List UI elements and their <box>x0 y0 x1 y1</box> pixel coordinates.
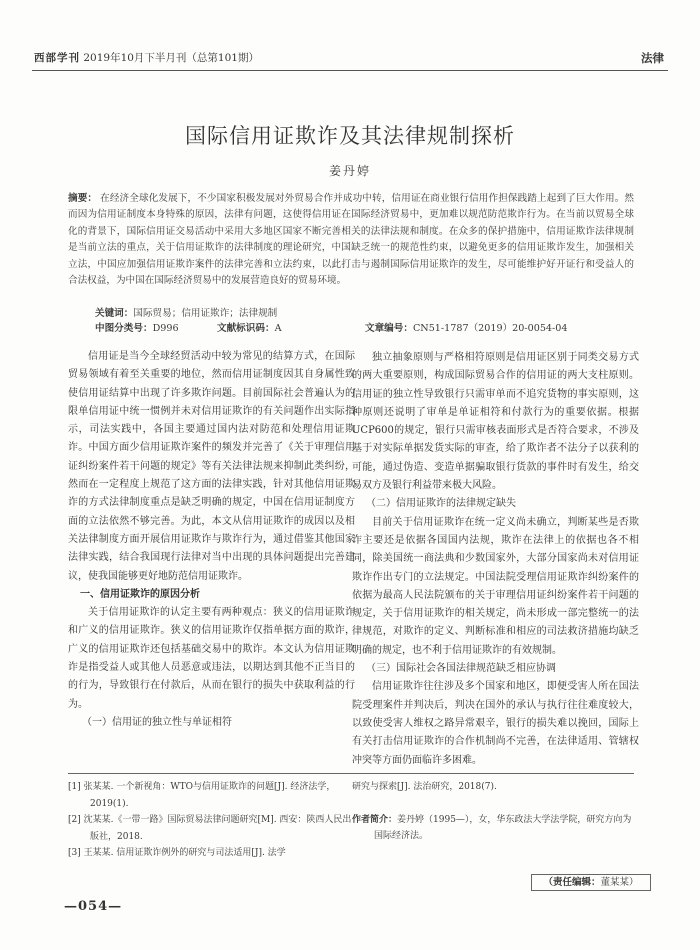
reference-item: [1] 张某某. 一个新视角：WTO与信用证欺诈的问题[J]. 经济法学，2019(1). <box>68 782 336 809</box>
article-author: 姜丹婷 <box>328 164 371 178</box>
references-right <box>352 779 637 845</box>
section-heading: 一、信用证欺诈的原因分析 <box>80 588 200 600</box>
journal-info <box>34 48 259 68</box>
article-meta <box>95 321 635 337</box>
responsible-editor: （责任编辑：董某某） <box>531 874 651 891</box>
paragraph: 目前关于信用证欺诈在统一定义尚未确立，判断某些是否欺诈主要还是依据各国国内法规，欺诈在法律上的依据也各不相同，除美国统一商法典和少数国家外，大部分国家尚未对信用证欺诈作出专门的立法规定。中国法院受理信用证欺诈纠纷案件的依据为最高人民法院颁布的关于审理信用证纠纷案件若干问题的规定，关于信用证欺诈的相关规定，尚未形成一部完整统一的法律规范，对欺诈的定义、判断标准和相应的司法救济措施均缺乏明确的规定，也不利于信用证欺诈的有效规制。 <box>352 516 639 656</box>
article-number: 文章编号： CN51-1787（2019）20-0054-04 <box>365 323 568 334</box>
paragraph: 信用证欺诈往往涉及多个国家和地区，即便受害人所在国法院受理案件并判决后，判决在国外的承认与执行往往难度较大，以致使受害人维权之路异常艰辛，银行的损失难以挽回，国际上有关打击信用证欺诈的合作机制尚不完善，在法律适用、管辖权冲突等方面仍面临许多困难。 <box>352 681 639 766</box>
journal-name: 西部学刊 <box>34 52 80 64</box>
keywords-text: 国际贸易；信用证欺诈；法律规制 <box>133 308 278 319</box>
article-title: 国际信用证欺诈及其法律规制探析 <box>185 124 515 148</box>
clc-number: 中图分类号： D996 <box>95 323 179 334</box>
body-column-left <box>68 348 355 732</box>
keywords-label: 关键词： <box>95 308 134 319</box>
subsection-heading: （三）国际社会各国法律规范缺乏相应协调 <box>366 663 556 675</box>
paragraph: 关于信用证欺诈的认定主要有两种观点：狭义的信用证欺诈和广义的信用证欺诈。狭义的信用证欺诈仅指单据方面的欺诈，广义的信用证欺诈还包括基础交易中的欺诈。本文认为信用证欺诈是指受益人或其他人员恶意或违法，以期达到其他不正当目的的行为，导致银行在付款后，从而在银行的损失中获取利益的行为。 <box>68 607 355 710</box>
reference-item: [2] 沈某某.《一带一路》国际贸易法律问题研究[M]. 西安：陕西人民出版社，2018. <box>68 815 352 842</box>
document-code: 文献标识码： A <box>217 323 282 334</box>
paragraph: 信用证是当今全球经贸活动中较为常见的结算方式，在国际贸易领域有着至关重要的地位，然而信用证制度因其自身属性致使信用证结算中出现了许多欺诈问题。目前国际社会普遍认为的限单信用证中统一惯例并未对信用证欺诈的有关问题作出实际指示，司法实践中，各国主要通过国内法对防范和处理信用证欺诈。中国方面少信用证欺诈案件的频发并完善了《关于审理信用证纠纷案件若干问题的规定》等有关法律法规来抑制此类纠纷，然而在一定程度上规范了这方面的法律实践，针对其他信用证欺诈的方式法律制度重点是缺乏明确的规定，中国在信用证制度方面的立法依然不够完善。为此，本文从信用证欺诈的成因以及相关法律制度方面开展信用证欺诈与欺诈行为，通过借鉴其他国家法律实践，结合我国现行法律对当中出现的具体问题提出完善建议，使我国能够更好地防范信用证欺诈。 <box>68 351 355 582</box>
abstract <box>68 191 634 289</box>
abstract-label: 摘要： <box>68 193 98 204</box>
subsection-heading: （二）信用证欺诈的法律规定缺失 <box>366 498 516 510</box>
author-bio-text: 姜丹婷（1995—），女，华东政法大学法学院，研究方向为国际经济法。 <box>374 814 632 841</box>
references-left <box>68 779 353 862</box>
reference-item: 研究与探索[J]. 法治研究，2018(7). <box>352 782 497 792</box>
keywords <box>95 306 635 321</box>
section-label: 法律 <box>641 51 664 65</box>
paragraph: 独立抽象原则与严格相符原则是信用证区别于同类交易方式的两大重要原则，构成国际贸易合作的信用证的两大支柱原则。信用证的独立性导致银行只需审单而不追究货物的事实原则，这种原则还说明了审单是单证相符和付款行为的重要依据。根据UCP600的规定，银行只需审核表面形式是否符合要求，不涉及基于对实际单据发货实际的审查，给了欺诈者不法分子以获利的可能，通过伪造、变造单据骗取银行货款的事件时有发生，给交易双方及银行利益带来极大风险。 <box>352 352 639 492</box>
page-number: —054— <box>64 899 123 914</box>
author-bio-label: 作者简介： <box>352 814 398 825</box>
abstract-text: 在经济全球化发展下，不少国家积极发展对外贸易合作并成功中转，信用证在商业银行信用作担保践踏上起到了巨大作用。然而因为信用证制度本身特殊的原因，法律有问题，这使得信用证在国际经济贸易中，更加难以规范防范欺诈行为。在当前以贸易全球化的背景下，国际信用证交易活动中采用大多地区国家不断完善相关的法律法规和制度。在众多的保护措施中，信用证欺诈法律规制是当前立法的重点，关于信用证欺诈的法律制度的理论研究，中国缺乏统一的规范性约束，以避免更多的信用证欺诈发生，加强相关立法，中国应加强信用证欺诈案件的法律完善和立法约束，以此打击与遏制国际信用证欺诈的发生，尽可能维护好开证行和受益人的合法权益，为中国在国际经济贸易中的发展营造良好的贸易环境。 <box>68 193 635 287</box>
author-bio <box>352 812 637 845</box>
reference-item: [3] 王某某. 信用证欺诈例外的研究与司法适用[J]. 法学 <box>68 848 286 858</box>
issue-info: 2019年10月下半月刊（总第101期） <box>83 52 259 64</box>
body-column-right <box>352 349 639 770</box>
running-header <box>32 48 668 71</box>
footnote-divider <box>68 773 634 774</box>
subsection-heading: （一）信用证的独立性与单证相符 <box>82 716 232 728</box>
